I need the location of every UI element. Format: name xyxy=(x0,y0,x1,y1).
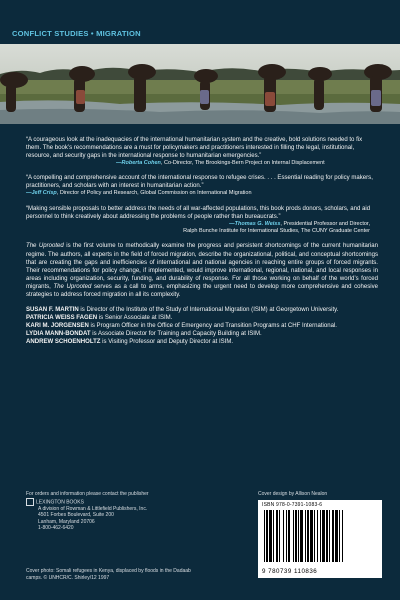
publisher-info xyxy=(26,491,206,532)
blurb-author: —Roberta Cohen xyxy=(116,160,161,167)
barcode-bar xyxy=(307,510,309,562)
barcode-bar xyxy=(298,510,299,562)
author-bio xyxy=(26,306,378,314)
blurb-text: “A compelling and comprehensive account of the international response to refugee crises. . . . Essential reading for policy makers, practitioners, and scholars with an interest in humanitarian action.” xyxy=(26,175,373,190)
author-bio xyxy=(26,314,378,322)
barcode-bar xyxy=(269,510,272,562)
description-text: is the first volume to methodically examine the progress and persistent shortcomings of the current humanitarian regime. The authors, all experts in the field of forced migration, describe the organizational, political, and conceptual shortcomings that are creating the gaps and inefficiencies of international and national agencies in reaching entire groups of forced migrants. Their recommendations for policy change, if implemented, would improve international, regional, national, and local responses in areas including organization, security, funding, and durability of response. For all those working on behalf of the world’s forced migrants, xyxy=(26,243,378,290)
blurb-author: —Thomas G. Weiss xyxy=(229,220,281,227)
blurb-attribution xyxy=(26,160,378,167)
author-bio-text: is Director of the Institute of the Study of International Migration (ISIM) at Georgetown University. xyxy=(78,306,339,313)
blurb-affiliation: , Co-Director, The Brookings-Bern Project on Internal Displacement xyxy=(160,160,325,167)
description-text: serves as a call to arms, emphasizing the urgent need to develop more comprehensive and cohesive strategies to address forced migration in all its complexity. xyxy=(26,283,378,298)
author-name: SUSAN F. MARTIN xyxy=(26,306,79,313)
barcode-bar xyxy=(276,510,278,562)
publisher-logo-icon xyxy=(26,498,34,506)
barcode-number: 9 780739 110836 xyxy=(262,568,318,575)
publisher-name-line xyxy=(26,498,206,506)
barcode-bar xyxy=(335,510,338,562)
barcode-bar xyxy=(310,510,313,562)
book-title: The Uprooted xyxy=(26,243,64,250)
back-cover-text xyxy=(26,136,378,346)
barcode-bar xyxy=(322,510,325,562)
publisher-phone: 1-800-462-6420 xyxy=(38,525,74,531)
author-name: PATRICIA WEISS FAGEN xyxy=(26,314,98,321)
barcode-bar xyxy=(295,510,297,562)
barcode-bar xyxy=(317,510,318,562)
barcode-bars xyxy=(262,510,378,562)
author-bio-text: is Program Officer in the Office of Emergency and Transition Programs at CHF International. xyxy=(88,322,337,329)
author-name: KARI M. JORGENSEN xyxy=(26,322,89,329)
barcode-bar xyxy=(264,510,265,562)
barcode-bar xyxy=(300,510,303,562)
publisher-division: A division of Rowman & Littlefield Publishers, Inc. xyxy=(38,505,148,512)
barcode-bar xyxy=(332,510,334,562)
isbn-barcode xyxy=(258,500,382,578)
barcode-bar xyxy=(273,510,274,562)
barcode-bar xyxy=(320,510,321,562)
blurb-attribution xyxy=(26,221,378,228)
blurb-text: “Making sensible proposals to better address the needs of all war-affected populations, this book prods donors, scholars, and aid personnel to think creatively about addressing the problems of people rather than bureaucrats.” xyxy=(26,205,371,220)
orders-line: For orders and information please contact the publisher xyxy=(26,491,149,497)
barcode-bar xyxy=(283,510,284,562)
barcode-bar xyxy=(279,510,280,562)
blurb-attribution xyxy=(26,190,378,197)
cover-photo xyxy=(0,44,400,124)
barcode-bar xyxy=(305,510,306,562)
blurb-text: “A courageous look at the inadequacies of the international humanitarian system and the creative, bold solutions needed to fix them. The book’s recommendations are a must for policymakers and practitioners interested in filling the legal, institutional, resource, and security gaps in the international response to humanitarian emergencies.” xyxy=(26,137,363,160)
barcode-bar xyxy=(266,510,268,562)
book-description xyxy=(26,242,378,298)
barcode-bar xyxy=(329,510,330,562)
author-bio-text: is Senior Associate at ISIM. xyxy=(97,314,173,321)
author-bio xyxy=(26,330,378,338)
blurb-author: —Jeff Crisp xyxy=(26,190,57,197)
barcode-bar xyxy=(293,510,294,562)
author-name: ANDREW SCHOENHOLTZ xyxy=(26,338,101,345)
address-line-2: Lanham, Maryland 20706 xyxy=(38,518,95,525)
author-bios xyxy=(26,306,378,346)
barcode-bar xyxy=(286,510,287,562)
blurb-3 xyxy=(26,205,378,236)
barcode-bar xyxy=(314,510,315,562)
barcode-bar xyxy=(339,510,340,562)
blurb-2 xyxy=(26,174,378,197)
photo-credit: Cover photo: Somali refugees in Kenya, displaced by floods in the Dadaab camps. © UNHCR/C. Shirley/12 1997 xyxy=(26,568,191,581)
address-line-1: 4501 Forbes Boulevard, Suite 200 xyxy=(38,512,114,518)
publisher-address xyxy=(38,506,206,532)
isbn-number: ISBN 978-0-7391-1083-6 xyxy=(262,502,323,508)
barcode-bar xyxy=(288,510,290,562)
blurb-1 xyxy=(26,136,378,167)
blurb-affiliation: , Presidential Professor and Director, xyxy=(280,220,370,227)
blurb-affiliation: , Director of Policy and Research, Global Commission on International Migration xyxy=(56,190,252,197)
author-bio-text: is Visiting Professor and Deputy Director at ISIM. xyxy=(100,338,234,345)
barcode-bar xyxy=(326,510,328,562)
design-credit: Cover design by Allison Nealon xyxy=(258,491,328,497)
book-title: The Uprooted xyxy=(53,283,92,290)
author-bio-text: is Associate Director for Training and Capacity Building at ISIM. xyxy=(90,330,262,337)
publisher-name: LEXINGTON BOOKS xyxy=(36,498,84,505)
series-label: CONFLICT STUDIES • MIGRATION xyxy=(12,29,141,38)
blurb-affiliation-line2: Ralph Bunche Institute for International Studies, The CUNY Graduate Center xyxy=(183,228,370,235)
author-bio xyxy=(26,338,378,346)
author-name: LYDIA MANN-BONDAT xyxy=(26,330,91,337)
barcode-bar xyxy=(342,510,343,562)
author-bio xyxy=(26,322,378,330)
